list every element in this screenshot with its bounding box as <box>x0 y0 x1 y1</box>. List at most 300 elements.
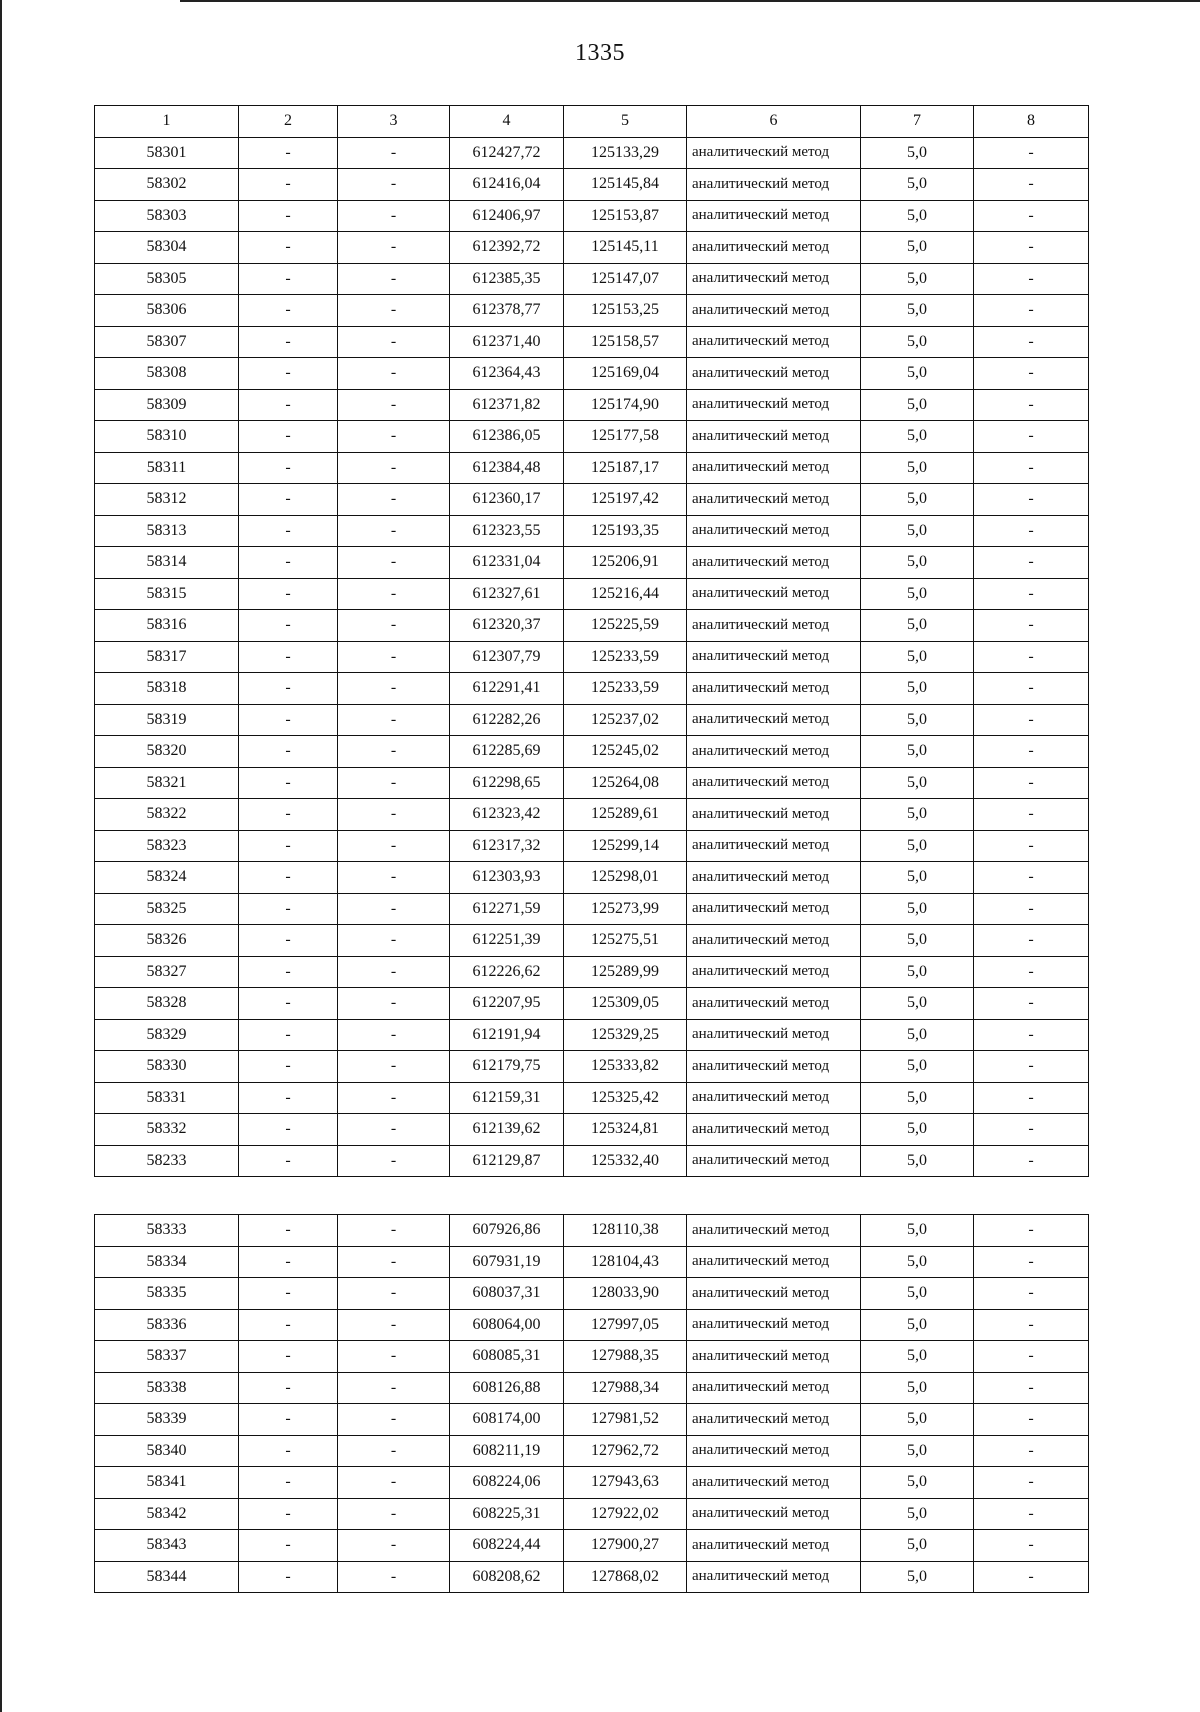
cell-coord-y: 125233,59 <box>564 673 687 705</box>
cell-accuracy: 5,0 <box>861 862 974 894</box>
cell-col-3: - <box>338 358 450 390</box>
table-row <box>95 704 1089 736</box>
cell-point-number: 58306 <box>95 295 239 327</box>
header-cell: 4 <box>450 106 564 138</box>
cell-point-number: 58335 <box>95 1278 239 1310</box>
cell-accuracy: 5,0 <box>861 704 974 736</box>
cell-accuracy: 5,0 <box>861 295 974 327</box>
cell-col-8: - <box>974 862 1089 894</box>
cell-coord-y: 125329,25 <box>564 1019 687 1051</box>
cell-col-3: - <box>338 578 450 610</box>
table-row <box>95 736 1089 768</box>
cell-coord-x: 608064,00 <box>450 1309 564 1341</box>
table-row <box>95 1341 1089 1373</box>
cell-coord-x: 612179,75 <box>450 1051 564 1083</box>
cell-coord-y: 125309,05 <box>564 988 687 1020</box>
cell-col-8: - <box>974 704 1089 736</box>
cell-col-8: - <box>974 421 1089 453</box>
cell-method: аналитический метод <box>687 1404 861 1436</box>
cell-coord-y: 125145,84 <box>564 169 687 201</box>
cell-point-number: 58344 <box>95 1561 239 1593</box>
cell-method: аналитический метод <box>687 484 861 516</box>
cell-coord-x: 608126,88 <box>450 1372 564 1404</box>
cell-point-number: 58329 <box>95 1019 239 1051</box>
cell-accuracy: 5,0 <box>861 484 974 516</box>
cell-coord-y: 125147,07 <box>564 263 687 295</box>
cell-method: аналитический метод <box>687 799 861 831</box>
table-row <box>95 295 1089 327</box>
cell-coord-y: 125153,25 <box>564 295 687 327</box>
cell-col-8: - <box>974 641 1089 673</box>
cell-col-2: - <box>239 1498 338 1530</box>
cell-method: аналитический метод <box>687 1372 861 1404</box>
cell-accuracy: 5,0 <box>861 641 974 673</box>
cell-accuracy: 5,0 <box>861 1246 974 1278</box>
cell-method: аналитический метод <box>687 610 861 642</box>
cell-coord-x: 612307,79 <box>450 641 564 673</box>
cell-col-8: - <box>974 1498 1089 1530</box>
cell-coord-x: 612285,69 <box>450 736 564 768</box>
cell-method: аналитический метод <box>687 1530 861 1562</box>
table-row <box>95 1145 1089 1177</box>
cell-coord-x: 612385,35 <box>450 263 564 295</box>
cell-accuracy: 5,0 <box>861 673 974 705</box>
cell-col-8: - <box>974 452 1089 484</box>
cell-col-3: - <box>338 830 450 862</box>
cell-coord-y: 125264,08 <box>564 767 687 799</box>
cell-accuracy: 5,0 <box>861 1082 974 1114</box>
cell-coord-x: 612323,42 <box>450 799 564 831</box>
cell-coord-y: 127988,34 <box>564 1372 687 1404</box>
header-cell: 3 <box>338 106 450 138</box>
cell-col-2: - <box>239 641 338 673</box>
cell-col-3: - <box>338 1051 450 1083</box>
cell-point-number: 58343 <box>95 1530 239 1562</box>
cell-col-8: - <box>974 1530 1089 1562</box>
cell-col-2: - <box>239 1530 338 1562</box>
cell-col-2: - <box>239 767 338 799</box>
cell-col-3: - <box>338 1246 450 1278</box>
cell-coord-x: 612416,04 <box>450 169 564 201</box>
cell-col-8: - <box>974 893 1089 925</box>
cell-method: аналитический метод <box>687 1246 861 1278</box>
cell-point-number: 58302 <box>95 169 239 201</box>
cell-coord-y: 125237,02 <box>564 704 687 736</box>
cell-method: аналитический метод <box>687 547 861 579</box>
cell-accuracy: 5,0 <box>861 736 974 768</box>
table-row <box>95 1278 1089 1310</box>
cell-col-8: - <box>974 767 1089 799</box>
cell-method: аналитический метод <box>687 421 861 453</box>
cell-col-8: - <box>974 1404 1089 1436</box>
cell-col-8: - <box>974 1246 1089 1278</box>
cell-col-3: - <box>338 1530 450 1562</box>
cell-col-3: - <box>338 893 450 925</box>
cell-accuracy: 5,0 <box>861 1435 974 1467</box>
cell-col-8: - <box>974 547 1089 579</box>
cell-method: аналитический метод <box>687 736 861 768</box>
cell-coord-x: 612159,31 <box>450 1082 564 1114</box>
cell-accuracy: 5,0 <box>861 1114 974 1146</box>
cell-col-2: - <box>239 232 338 264</box>
cell-point-number: 58328 <box>95 988 239 1020</box>
cell-coord-x: 612282,26 <box>450 704 564 736</box>
cell-coord-y: 128104,43 <box>564 1246 687 1278</box>
cell-method: аналитический метод <box>687 1145 861 1177</box>
cell-coord-y: 125325,42 <box>564 1082 687 1114</box>
cell-point-number: 58336 <box>95 1309 239 1341</box>
cell-col-3: - <box>338 1435 450 1467</box>
cell-coord-x: 612427,72 <box>450 137 564 169</box>
table-row <box>95 389 1089 421</box>
cell-col-3: - <box>338 421 450 453</box>
cell-col-2: - <box>239 1145 338 1177</box>
cell-method: аналитический метод <box>687 1341 861 1373</box>
cell-col-2: - <box>239 358 338 390</box>
cell-point-number: 58311 <box>95 452 239 484</box>
cell-coord-x: 612320,37 <box>450 610 564 642</box>
cell-method: аналитический метод <box>687 1435 861 1467</box>
cell-col-8: - <box>974 830 1089 862</box>
cell-point-number: 58322 <box>95 799 239 831</box>
cell-point-number: 58325 <box>95 893 239 925</box>
cell-col-8: - <box>974 578 1089 610</box>
cell-accuracy: 5,0 <box>861 578 974 610</box>
cell-col-2: - <box>239 1278 338 1310</box>
cell-col-3: - <box>338 641 450 673</box>
table-row <box>95 1019 1089 1051</box>
table-row <box>95 925 1089 957</box>
cell-accuracy: 5,0 <box>861 263 974 295</box>
table-row <box>95 1215 1089 1247</box>
cell-col-2: - <box>239 1372 338 1404</box>
cell-coord-x: 612323,55 <box>450 515 564 547</box>
cell-col-2: - <box>239 421 338 453</box>
cell-coord-x: 612251,39 <box>450 925 564 957</box>
cell-coord-x: 612303,93 <box>450 862 564 894</box>
table-row <box>95 1467 1089 1499</box>
cell-col-2: - <box>239 673 338 705</box>
cell-col-8: - <box>974 1215 1089 1247</box>
cell-col-8: - <box>974 925 1089 957</box>
cell-col-8: - <box>974 799 1089 831</box>
cell-method: аналитический метод <box>687 358 861 390</box>
scan-left-edge <box>0 0 2 1712</box>
table-row <box>95 1246 1089 1278</box>
cell-accuracy: 5,0 <box>861 610 974 642</box>
table-row <box>95 547 1089 579</box>
cell-col-3: - <box>338 736 450 768</box>
cell-col-2: - <box>239 925 338 957</box>
cell-point-number: 58314 <box>95 547 239 579</box>
cell-col-3: - <box>338 295 450 327</box>
cell-accuracy: 5,0 <box>861 1051 974 1083</box>
cell-col-3: - <box>338 1278 450 1310</box>
cell-col-8: - <box>974 1019 1089 1051</box>
cell-coord-x: 612291,41 <box>450 673 564 705</box>
cell-col-3: - <box>338 1561 450 1593</box>
cell-col-3: - <box>338 1114 450 1146</box>
cell-point-number: 58333 <box>95 1215 239 1247</box>
cell-method: аналитический метод <box>687 893 861 925</box>
cell-coord-y: 127922,02 <box>564 1498 687 1530</box>
cell-coord-y: 125298,01 <box>564 862 687 894</box>
cell-coord-y: 125324,81 <box>564 1114 687 1146</box>
coordinates-table-main-body <box>95 106 1089 1177</box>
cell-col-2: - <box>239 1215 338 1247</box>
table-row <box>95 799 1089 831</box>
table-row <box>95 452 1089 484</box>
cell-col-8: - <box>974 263 1089 295</box>
cell-col-8: - <box>974 1278 1089 1310</box>
header-cell: 5 <box>564 106 687 138</box>
cell-point-number: 58338 <box>95 1372 239 1404</box>
cell-coord-x: 612392,72 <box>450 232 564 264</box>
cell-method: аналитический метод <box>687 452 861 484</box>
cell-col-2: - <box>239 704 338 736</box>
cell-method: аналитический метод <box>687 1467 861 1499</box>
cell-coord-x: 608225,31 <box>450 1498 564 1530</box>
cell-method: аналитический метод <box>687 295 861 327</box>
cell-accuracy: 5,0 <box>861 515 974 547</box>
cell-point-number: 58340 <box>95 1435 239 1467</box>
cell-point-number: 58326 <box>95 925 239 957</box>
table-row <box>95 137 1089 169</box>
cell-col-2: - <box>239 200 338 232</box>
cell-coord-y: 125158,57 <box>564 326 687 358</box>
cell-point-number: 58315 <box>95 578 239 610</box>
cell-coord-y: 125169,04 <box>564 358 687 390</box>
cell-point-number: 58342 <box>95 1498 239 1530</box>
cell-col-2: - <box>239 1467 338 1499</box>
cell-coord-y: 125233,59 <box>564 641 687 673</box>
cell-col-3: - <box>338 1309 450 1341</box>
cell-method: аналитический метод <box>687 704 861 736</box>
cell-accuracy: 5,0 <box>861 956 974 988</box>
cell-coord-x: 612191,94 <box>450 1019 564 1051</box>
cell-coord-y: 125333,82 <box>564 1051 687 1083</box>
cell-col-3: - <box>338 610 450 642</box>
cell-method: аналитический метод <box>687 1278 861 1310</box>
cell-coord-y: 125177,58 <box>564 421 687 453</box>
table-row <box>95 1114 1089 1146</box>
cell-accuracy: 5,0 <box>861 988 974 1020</box>
cell-coord-x: 612371,82 <box>450 389 564 421</box>
table-row <box>95 232 1089 264</box>
cell-col-8: - <box>974 956 1089 988</box>
cell-col-2: - <box>239 1561 338 1593</box>
cell-coord-x: 612317,32 <box>450 830 564 862</box>
table-row <box>95 1051 1089 1083</box>
cell-col-8: - <box>974 484 1089 516</box>
table-row <box>95 200 1089 232</box>
cell-coord-y: 125197,42 <box>564 484 687 516</box>
cell-col-3: - <box>338 988 450 1020</box>
cell-col-3: - <box>338 389 450 421</box>
cell-method: аналитический метод <box>687 389 861 421</box>
cell-accuracy: 5,0 <box>861 1309 974 1341</box>
cell-accuracy: 5,0 <box>861 1145 974 1177</box>
cell-col-3: - <box>338 1019 450 1051</box>
cell-col-8: - <box>974 988 1089 1020</box>
cell-point-number: 58334 <box>95 1246 239 1278</box>
cell-col-3: - <box>338 1082 450 1114</box>
cell-accuracy: 5,0 <box>861 767 974 799</box>
table-row <box>95 956 1089 988</box>
table-row <box>95 1498 1089 1530</box>
cell-col-3: - <box>338 1467 450 1499</box>
cell-point-number: 58317 <box>95 641 239 673</box>
cell-col-2: - <box>239 578 338 610</box>
cell-coord-x: 612298,65 <box>450 767 564 799</box>
cell-col-8: - <box>974 169 1089 201</box>
cell-coord-x: 612364,43 <box>450 358 564 390</box>
cell-method: аналитический метод <box>687 767 861 799</box>
cell-accuracy: 5,0 <box>861 1530 974 1562</box>
cell-method: аналитический метод <box>687 1215 861 1247</box>
cell-coord-y: 125187,17 <box>564 452 687 484</box>
cell-col-3: - <box>338 169 450 201</box>
cell-accuracy: 5,0 <box>861 893 974 925</box>
cell-col-2: - <box>239 1246 338 1278</box>
cell-col-3: - <box>338 673 450 705</box>
cell-coord-y: 125174,90 <box>564 389 687 421</box>
cell-col-8: - <box>974 1561 1089 1593</box>
cell-coord-y: 125133,29 <box>564 137 687 169</box>
cell-col-8: - <box>974 1341 1089 1373</box>
cell-point-number: 58303 <box>95 200 239 232</box>
cell-col-2: - <box>239 1082 338 1114</box>
cell-method: аналитический метод <box>687 1498 861 1530</box>
cell-coord-y: 125275,51 <box>564 925 687 957</box>
cell-accuracy: 5,0 <box>861 1341 974 1373</box>
table-row <box>95 893 1089 925</box>
cell-coord-x: 608037,31 <box>450 1278 564 1310</box>
cell-accuracy: 5,0 <box>861 232 974 264</box>
cell-accuracy: 5,0 <box>861 1019 974 1051</box>
cell-point-number: 58319 <box>95 704 239 736</box>
cell-method: аналитический метод <box>687 1309 861 1341</box>
cell-method: аналитический метод <box>687 137 861 169</box>
cell-method: аналитический метод <box>687 1561 861 1593</box>
cell-coord-x: 612378,77 <box>450 295 564 327</box>
cell-coord-y: 127988,35 <box>564 1341 687 1373</box>
cell-coord-x: 612226,62 <box>450 956 564 988</box>
cell-col-2: - <box>239 736 338 768</box>
cell-col-3: - <box>338 956 450 988</box>
cell-coord-x: 612386,05 <box>450 421 564 453</box>
cell-coord-y: 125299,14 <box>564 830 687 862</box>
cell-col-3: - <box>338 547 450 579</box>
cell-col-2: - <box>239 1341 338 1373</box>
cell-col-2: - <box>239 862 338 894</box>
cell-col-2: - <box>239 1404 338 1436</box>
cell-col-8: - <box>974 1309 1089 1341</box>
cell-point-number: 58321 <box>95 767 239 799</box>
cell-coord-x: 608224,06 <box>450 1467 564 1499</box>
cell-point-number: 58316 <box>95 610 239 642</box>
cell-col-3: - <box>338 862 450 894</box>
cell-point-number: 58312 <box>95 484 239 516</box>
cell-col-8: - <box>974 673 1089 705</box>
cell-accuracy: 5,0 <box>861 389 974 421</box>
cell-accuracy: 5,0 <box>861 1278 974 1310</box>
cell-point-number: 58332 <box>95 1114 239 1146</box>
cell-method: аналитический метод <box>687 578 861 610</box>
cell-accuracy: 5,0 <box>861 1372 974 1404</box>
cell-method: аналитический метод <box>687 1051 861 1083</box>
table-row <box>95 610 1089 642</box>
cell-col-2: - <box>239 547 338 579</box>
cell-col-3: - <box>338 799 450 831</box>
cell-col-3: - <box>338 1404 450 1436</box>
page-number: 1335 <box>575 40 625 66</box>
cell-coord-y: 127962,72 <box>564 1435 687 1467</box>
cell-coord-y: 128110,38 <box>564 1215 687 1247</box>
cell-method: аналитический метод <box>687 169 861 201</box>
cell-method: аналитический метод <box>687 326 861 358</box>
cell-method: аналитический метод <box>687 1114 861 1146</box>
cell-col-2: - <box>239 956 338 988</box>
table-row <box>95 1435 1089 1467</box>
cell-col-3: - <box>338 200 450 232</box>
cell-accuracy: 5,0 <box>861 547 974 579</box>
table-row <box>95 1530 1089 1562</box>
table-row <box>95 326 1089 358</box>
table-row <box>95 988 1089 1020</box>
cell-col-8: - <box>974 1467 1089 1499</box>
coordinates-table-main <box>94 105 1089 1177</box>
cell-coord-y: 125332,40 <box>564 1145 687 1177</box>
cell-col-8: - <box>974 137 1089 169</box>
table-row <box>95 862 1089 894</box>
cell-col-3: - <box>338 515 450 547</box>
cell-coord-x: 612139,62 <box>450 1114 564 1146</box>
header-cell: 8 <box>974 106 1089 138</box>
cell-col-2: - <box>239 263 338 295</box>
header-cell: 1 <box>95 106 239 138</box>
cell-coord-x: 612207,95 <box>450 988 564 1020</box>
cell-col-2: - <box>239 326 338 358</box>
cell-point-number: 58308 <box>95 358 239 390</box>
cell-method: аналитический метод <box>687 1082 861 1114</box>
cell-coord-y: 125153,87 <box>564 200 687 232</box>
cell-col-3: - <box>338 1498 450 1530</box>
table-row <box>95 358 1089 390</box>
cell-coord-y: 127997,05 <box>564 1309 687 1341</box>
cell-col-2: - <box>239 1309 338 1341</box>
cell-method: аналитический метод <box>687 925 861 957</box>
cell-coord-y: 127981,52 <box>564 1404 687 1436</box>
cell-col-2: - <box>239 893 338 925</box>
cell-col-2: - <box>239 515 338 547</box>
scan-top-edge <box>180 0 1200 2</box>
cell-point-number: 58305 <box>95 263 239 295</box>
cell-accuracy: 5,0 <box>861 1561 974 1593</box>
cell-coord-x: 607926,86 <box>450 1215 564 1247</box>
cell-coord-y: 125145,11 <box>564 232 687 264</box>
cell-col-2: - <box>239 295 338 327</box>
cell-col-3: - <box>338 1215 450 1247</box>
cell-point-number: 58307 <box>95 326 239 358</box>
cell-col-2: - <box>239 610 338 642</box>
cell-point-number: 58310 <box>95 421 239 453</box>
cell-point-number: 58330 <box>95 1051 239 1083</box>
cell-accuracy: 5,0 <box>861 1467 974 1499</box>
cell-coord-y: 125193,35 <box>564 515 687 547</box>
cell-col-8: - <box>974 389 1089 421</box>
cell-accuracy: 5,0 <box>861 421 974 453</box>
